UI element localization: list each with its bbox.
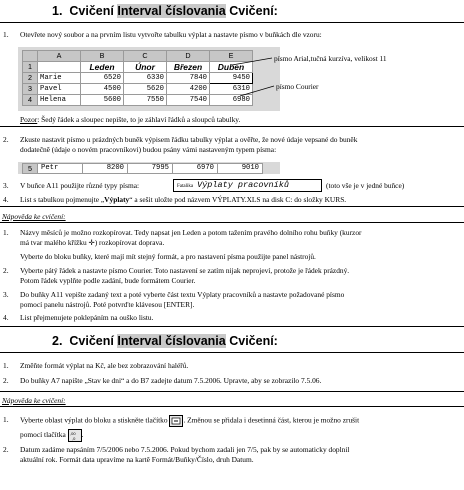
column-header-d: D [167, 51, 210, 62]
hint-1-item-2-number: 2. [3, 266, 9, 275]
hint-1-item-3-number: 3. [3, 290, 9, 299]
item-4-text: List s tabulkou pojmenujte „Výplaty“ a sešit uložte pod názvem VÝPLATY.XLS na disk C: do složky KURS. [20, 195, 347, 204]
cell-month: Březen [167, 62, 210, 73]
row-header-2: 2 [23, 73, 38, 84]
hint-2-divider [0, 406, 464, 407]
cell-value: 8200 [83, 164, 128, 174]
annotation-courier: písmo Courier [276, 82, 319, 91]
section-divider [0, 126, 464, 127]
heading-exercise-2: 2. Cvičení Interval číslovania Cvičení: [52, 334, 278, 348]
cell-name: Helena [38, 95, 81, 106]
item-2-line-1: Zkuste nastavit písmo u prázdných buněk výpisem řádku tabulky výplat a ověřte, že nové údaje vepsané do buněk [20, 135, 358, 144]
cell-value: 9010 [218, 164, 263, 174]
cell-value: 6330 [124, 73, 167, 84]
row-header-4: 4 [23, 95, 38, 106]
item-2-line-2: dodatečně (údaje o novém pracovníkovi) budou psány vámi nastaveným typem písma: [20, 145, 277, 154]
spreadsheet-row-5 [18, 162, 280, 174]
hint-1-item-1-line-1: Názvy měsíců je možno rozkopírovat. Tedy napsat jen Leden a potom tažením pravého dolního rohu buňky (kurzor [20, 228, 362, 237]
section-divider [0, 206, 464, 207]
hint-2-item-1-line-2: pomocí tlačítka ,00 ,0 . [20, 430, 84, 441]
item-3-text: V buňce A11 použijte různé typy písma: [20, 181, 140, 190]
heading-2-divider [0, 352, 464, 353]
ex2-item-2-text: Do buňky A7 napište „Stav ke dni“ a do B7 zadejte datum 7.5.2006. Upravte, aby se zobrazilo 7.5.06. [20, 376, 322, 385]
hint-1-item-1b: Vyberte do bloku buňky, které mají mít stejný formát, a pro nastavení písma použijte panel nástrojů. [20, 252, 316, 261]
hint-1-item-1-line-2: má tvar malého křížku ✛) rozkopírovat doprava. [20, 238, 165, 247]
cell-value: 7550 [124, 95, 167, 106]
cell-value: 9450 [210, 73, 253, 84]
hint-2-item-2-number: 2. [3, 445, 9, 454]
cell-value: 4200 [167, 84, 210, 95]
hint-1-item-1-number: 1. [3, 228, 9, 237]
svg-text:,00: ,00 [69, 431, 76, 436]
cell-value: 7540 [167, 95, 210, 106]
hint-1-item-4-number: 4. [3, 313, 9, 322]
hint-1-item-3-line-2: pomocí panelu nástrojů. Poté potvrďte klávesou [ENTER]. [20, 300, 195, 309]
cell-value: 4500 [81, 84, 124, 95]
item-3-number: 3. [3, 181, 9, 190]
column-header-a: A [38, 51, 81, 62]
warning-note: Pozor: Šedý řádek a sloupec nepište, to je záhlaví řádků a sloupců tabulky. [20, 115, 241, 124]
decrease-decimal-button-icon [68, 429, 82, 442]
item-2-number: 2. [3, 135, 9, 144]
cell-value: 7840 [167, 73, 210, 84]
item-3-note: (toto vše je v jedné buňce) [326, 181, 405, 190]
cell-name: Marie [38, 73, 81, 84]
cell-value: 6520 [81, 73, 124, 84]
hint-2-item-1-number: 1. [3, 415, 9, 424]
cell-value: 5620 [124, 84, 167, 95]
cell-value: 6970 [173, 164, 218, 174]
hint-2-item-2-line-2: aktuální rok. Formát data upravíme na kartě Formát/Buňky/Číslo, druh Datum. [20, 455, 254, 464]
item-1-number: 1. [3, 30, 9, 39]
cell-value: 7995 [128, 164, 173, 174]
hint-2-item-2-line-1: Datum zadáme napsáním 7/5/2006 nebo 7.5.2006. Pokud bychom zadali jen 7/5, pak by se automaticky doplnil [20, 445, 350, 454]
ex2-item-2-number: 2. [3, 376, 9, 385]
cell-value: 6980 [210, 95, 253, 106]
svg-text:,0: ,0 [71, 436, 75, 441]
cell-value: 5600 [81, 95, 124, 106]
column-header-b: B [81, 51, 124, 62]
column-header-c: C [124, 51, 167, 62]
annotation-arial: písmo Arial,tučná kurzíva, velikost 11 [274, 54, 387, 63]
hint-2-item-1-line-1: Vyberte oblast výplat do bloku a stiskněte tlačítko . Změnou se přidala i desetinná část, kterou je možno zrušit [20, 415, 359, 427]
ex2-item-1-number: 1. [3, 361, 9, 370]
column-header-e: E [210, 51, 253, 62]
cell-month: Duben [210, 62, 253, 73]
cell-month: Leden [81, 62, 124, 73]
mixed-font-cell-sample: Fatalika Výplaty pracovníků [173, 179, 322, 192]
hint-1-item-2-line-2: Potom řádek vyplňte podle zadání, bude formátem Courier. [20, 276, 196, 285]
hint-1-item-3-line-1: Do buňky A11 vepište zadaný text a poté vyberte část textu Výplaty pracovníků a nastavte požadované písmo [20, 290, 345, 299]
hint-1-item-4-text: List přejmenujete poklepáním na ouško listu. [20, 313, 154, 322]
heading-exercise-1: 1. Cvičení Interval číslovania Cvičení: [52, 4, 278, 18]
row-header-3: 3 [23, 84, 38, 95]
hint-1-item-2-line-1: Vyberte pátý řádek a nastavte písmo Courier. Toto nastavení se zatím nijak neprojeví, protože je řádek prázdný. [20, 266, 350, 275]
hint-2-label: Nápověda ke cvičení: [2, 396, 66, 405]
item-1-text: Otevřete nový soubor a na prvním listu vytvořte tabulku výplat a nastavte písmo v buňkách dle vzoru: [20, 30, 322, 39]
cell-name: Pavel [38, 84, 81, 95]
row-header-1: 1 [23, 62, 38, 73]
currency-style-button-icon [169, 415, 183, 427]
cell-month: Únor [124, 62, 167, 73]
section-divider [0, 391, 464, 392]
ex2-item-1-text: Změňte formát výplat na Kč, ale bez zobrazování haléřů. [20, 361, 189, 370]
cell-value: 6310 [210, 84, 253, 95]
hint-1-label: Nápověda ke cvičení: [2, 212, 66, 221]
row-header-5: 5 [23, 164, 38, 174]
section-divider [0, 326, 464, 327]
item-4-number: 4. [3, 195, 9, 204]
cell-name: Petr [38, 164, 83, 174]
hint-1-divider [0, 222, 464, 223]
